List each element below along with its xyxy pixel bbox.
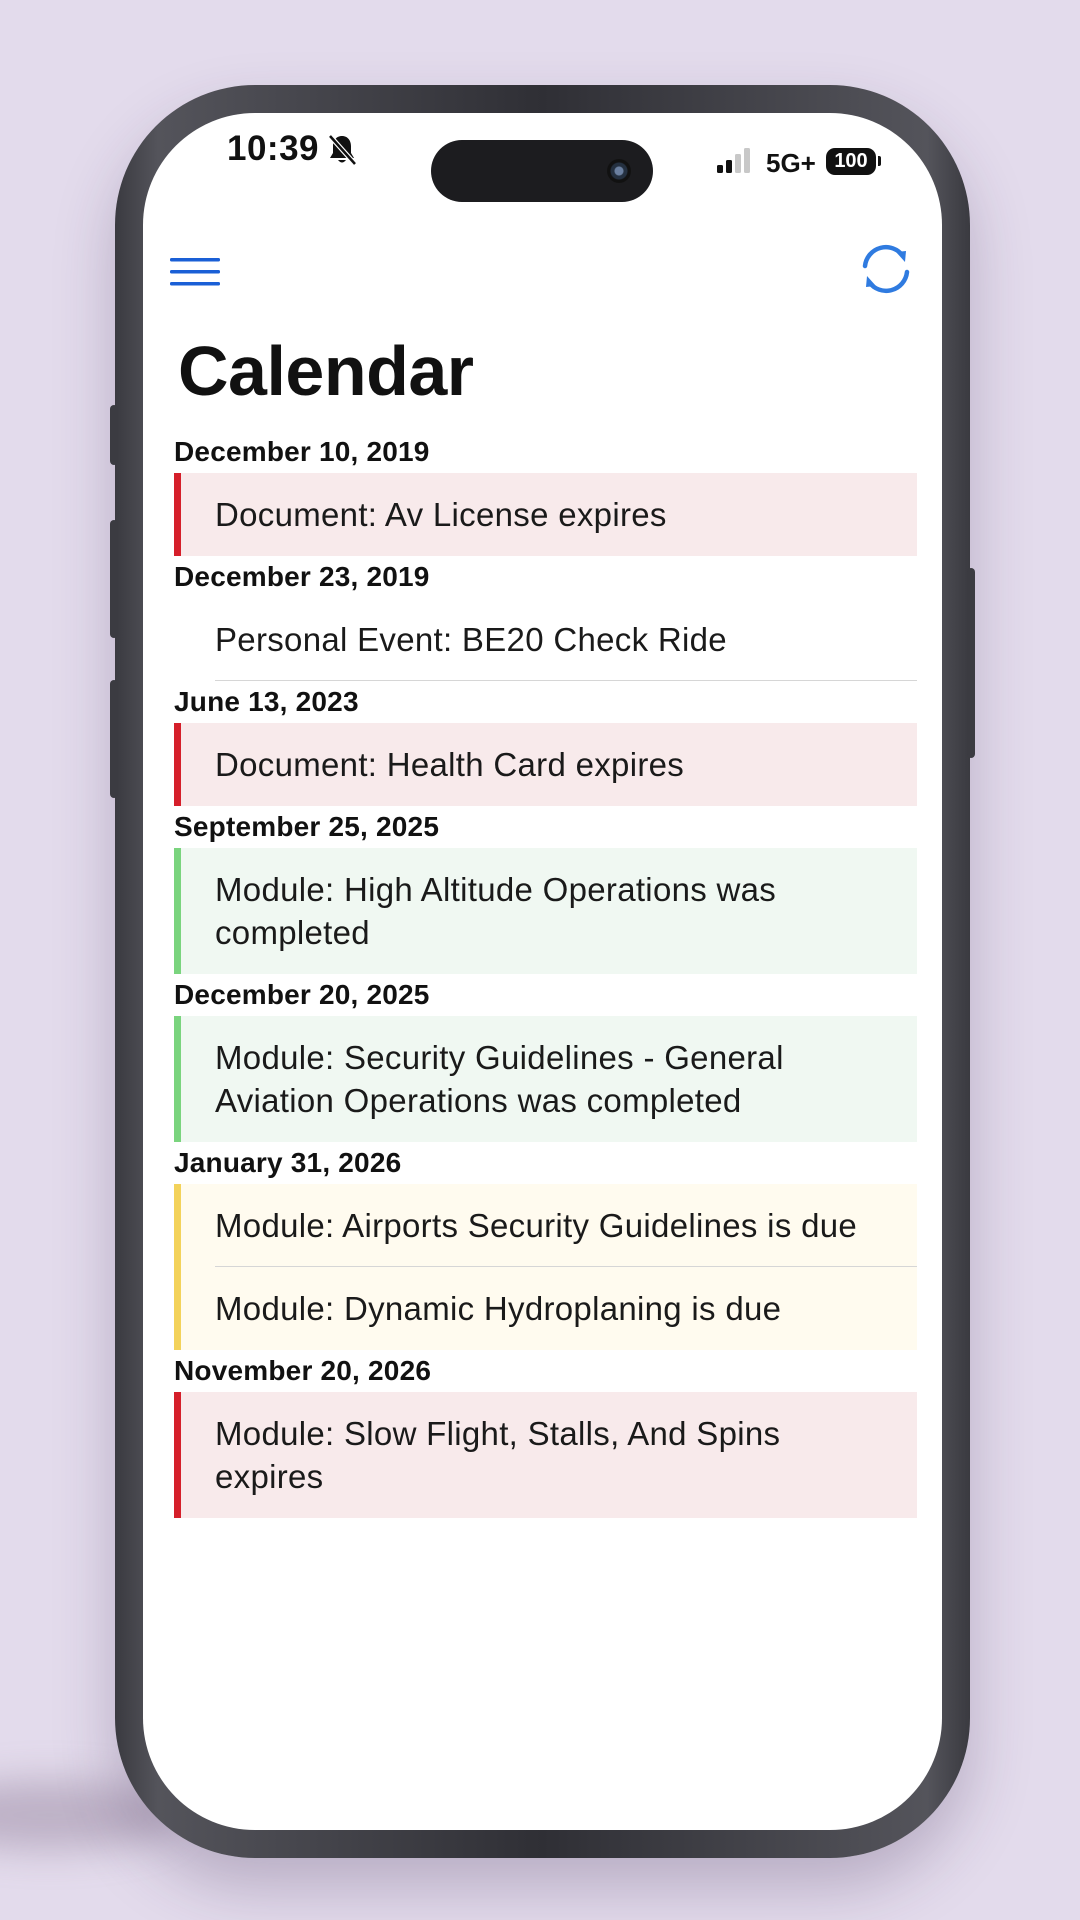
status-bar [143,113,942,223]
event-group [174,848,917,974]
page-title: Calendar [178,332,474,410]
silent-switch [110,405,118,465]
app-screen [143,113,942,1830]
volume-up-button [110,520,118,638]
hamburger-menu-icon [170,253,222,293]
event-group [174,1392,917,1518]
calendar-event-list [174,431,917,1518]
cellular-signal-icon [715,147,755,175]
refresh-button[interactable] [856,239,916,299]
event-item[interactable]: Module: High Altitude Operations was completed [215,871,777,951]
volume-down-button [110,680,118,798]
date-header: December 23, 2019 [174,561,430,592]
event-group [174,473,917,556]
event-item[interactable]: Personal Event: BE20 Check Ride [181,598,917,681]
date-header: September 25, 2025 [174,811,440,842]
event-group [174,1016,917,1142]
date-header: January 31, 2026 [174,1147,402,1178]
battery-icon [826,148,876,175]
power-button [967,568,975,758]
event-group [174,723,917,806]
event-group [174,598,917,681]
bell-slash-icon [327,133,357,167]
date-header: December 10, 2019 [174,436,430,467]
event-item[interactable]: Module: Slow Flight, Stalls, And Spins expires [215,1415,781,1495]
battery-level: 100 [834,150,868,172]
event-item[interactable]: Module: Dynamic Hydroplaning is due [215,1290,782,1327]
event-item[interactable]: Module: Security Guidelines - General Aviation Operations was completed [215,1039,784,1119]
event-item[interactable]: Document: Health Card expires [215,746,685,783]
front-camera [607,159,631,183]
battery-nub [878,156,881,166]
dynamic-island [431,140,653,202]
refresh-icon [856,239,916,299]
event-group [174,1184,917,1350]
event-item[interactable]: Document: Av License expires [215,496,667,533]
date-header: November 20, 2026 [174,1355,432,1386]
menu-button[interactable] [170,253,222,293]
date-header: December 20, 2025 [174,979,430,1010]
status-time: 10:39 [227,129,320,168]
network-type: 5G+ [766,148,816,178]
date-header: June 13, 2023 [174,686,359,717]
event-item[interactable]: Module: Airports Security Guidelines is due [181,1184,917,1267]
